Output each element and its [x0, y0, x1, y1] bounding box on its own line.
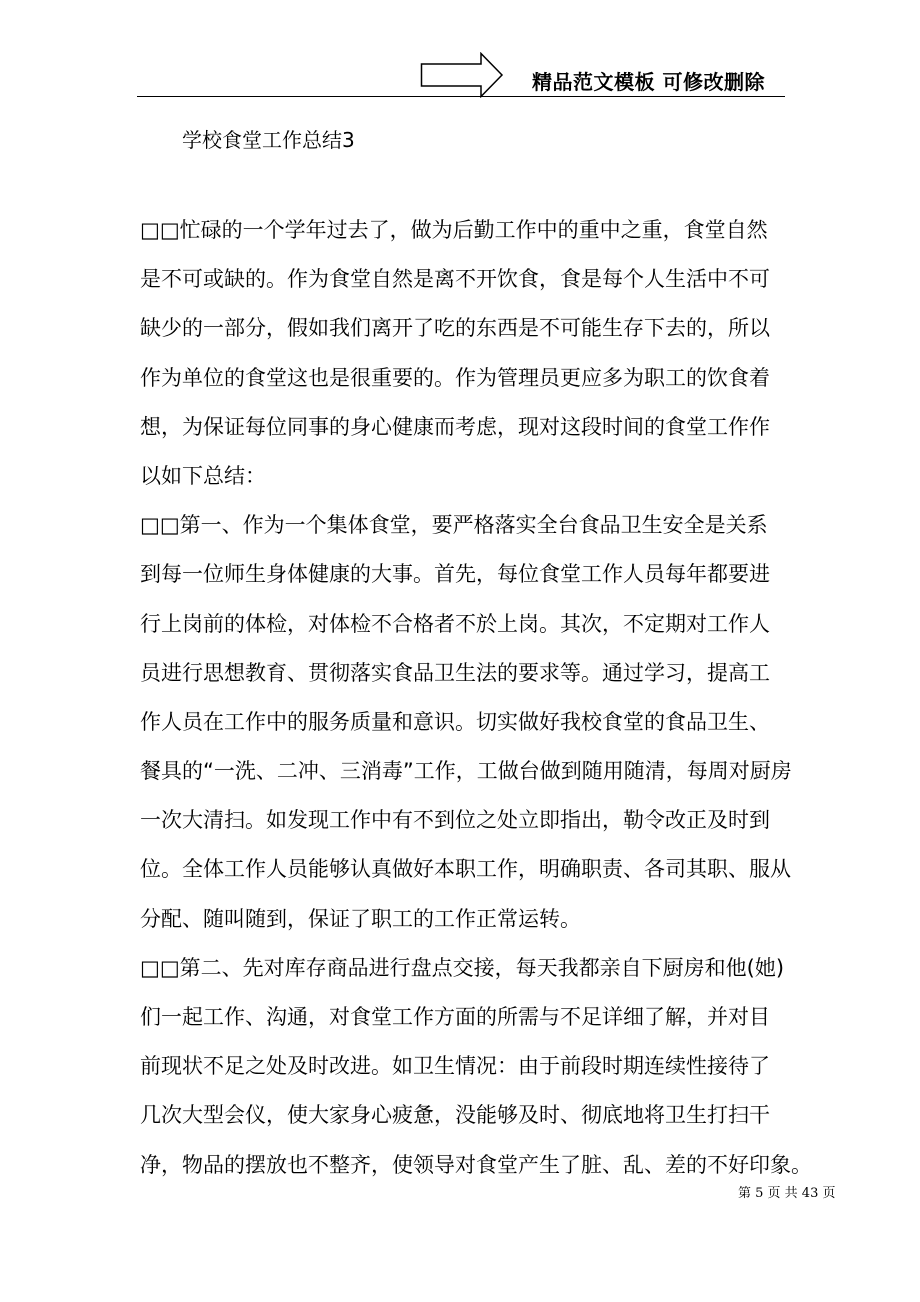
header-divider: [137, 96, 785, 97]
body-line: 行上岗前的体检，对体检不合格者不於上岗。其次，不定期对工作人: [140, 611, 770, 636]
body-line: 员进行思想教育、贯彻落实食品卫生法的要求等。通过学习，提高工: [140, 660, 770, 685]
body-line: 想，为保证每位同事的身心健康而考虑，现对这段时间的食堂工作作: [140, 414, 770, 439]
body-line: □□第二、先对库存商品进行盘点交接，每天我都亲自下厨房和他(她): [140, 955, 785, 980]
document-body: [140, 214, 812, 1198]
page-number: 第 5 页 共 43 页: [738, 1186, 836, 1201]
body-line: □□第一、作为一个集体食堂，要严格落实全台食品卫生安全是关系: [140, 513, 768, 538]
body-line: 餐具的“一洗、二冲、三消毒”工作，工做台做到随用随清，每周对厨房: [140, 759, 792, 784]
body-line: 以如下总结：: [140, 463, 266, 488]
body-line: 前现状不足之处及时改进。如卫生情况：由于前段时期连续性接待了: [140, 1054, 770, 1079]
body-line: 净，物品的摆放也不整齐，使领导对食堂产生了脏、乱、差的不好印象。: [140, 1152, 812, 1177]
body-line: 作人员在工作中的服务质量和意识。切实做好我校食堂的食品卫生、: [140, 709, 770, 734]
body-line: 到每一位师生身体健康的大事。首先，每位食堂工作人员每年都要进: [140, 562, 770, 587]
body-line: 是不可或缺的。作为食堂自然是离不开饮食，食是每个人生活中不可: [140, 267, 770, 292]
body-line: 几次大型会仪，使大家身心疲惫，没能够及时、彻底地将卫生打扫干: [140, 1103, 770, 1128]
body-line: 缺少的一部分，假如我们离开了吃的东西是不可能生存下去的，所以: [140, 316, 770, 341]
right-arrow-icon: [420, 52, 504, 102]
body-line: 们一起工作、沟通，对食堂工作方面的所需与不足详细了解，并对目: [140, 1005, 770, 1029]
body-line: 一次大清扫。如发现工作中有不到位之处立即指出，勒令改正及时到: [140, 808, 770, 833]
body-line: 位。全体工作人员能够认真做好本职工作，明确职责、各司其职、服从: [140, 857, 791, 882]
document-title: 学校食堂工作总结3: [182, 128, 355, 152]
header-watermark-text: 精品范文模板 可修改删除: [532, 70, 765, 94]
body-line: 分配、随叫随到，保证了职工的工作正常运转。: [140, 906, 581, 931]
body-line: □□忙碌的一个学年过去了，做为后勤工作中的重中之重，食堂自然: [140, 218, 768, 242]
body-line: 作为单位的食堂这也是很重要的。作为管理员更应多为职工的饮食着: [140, 365, 770, 390]
